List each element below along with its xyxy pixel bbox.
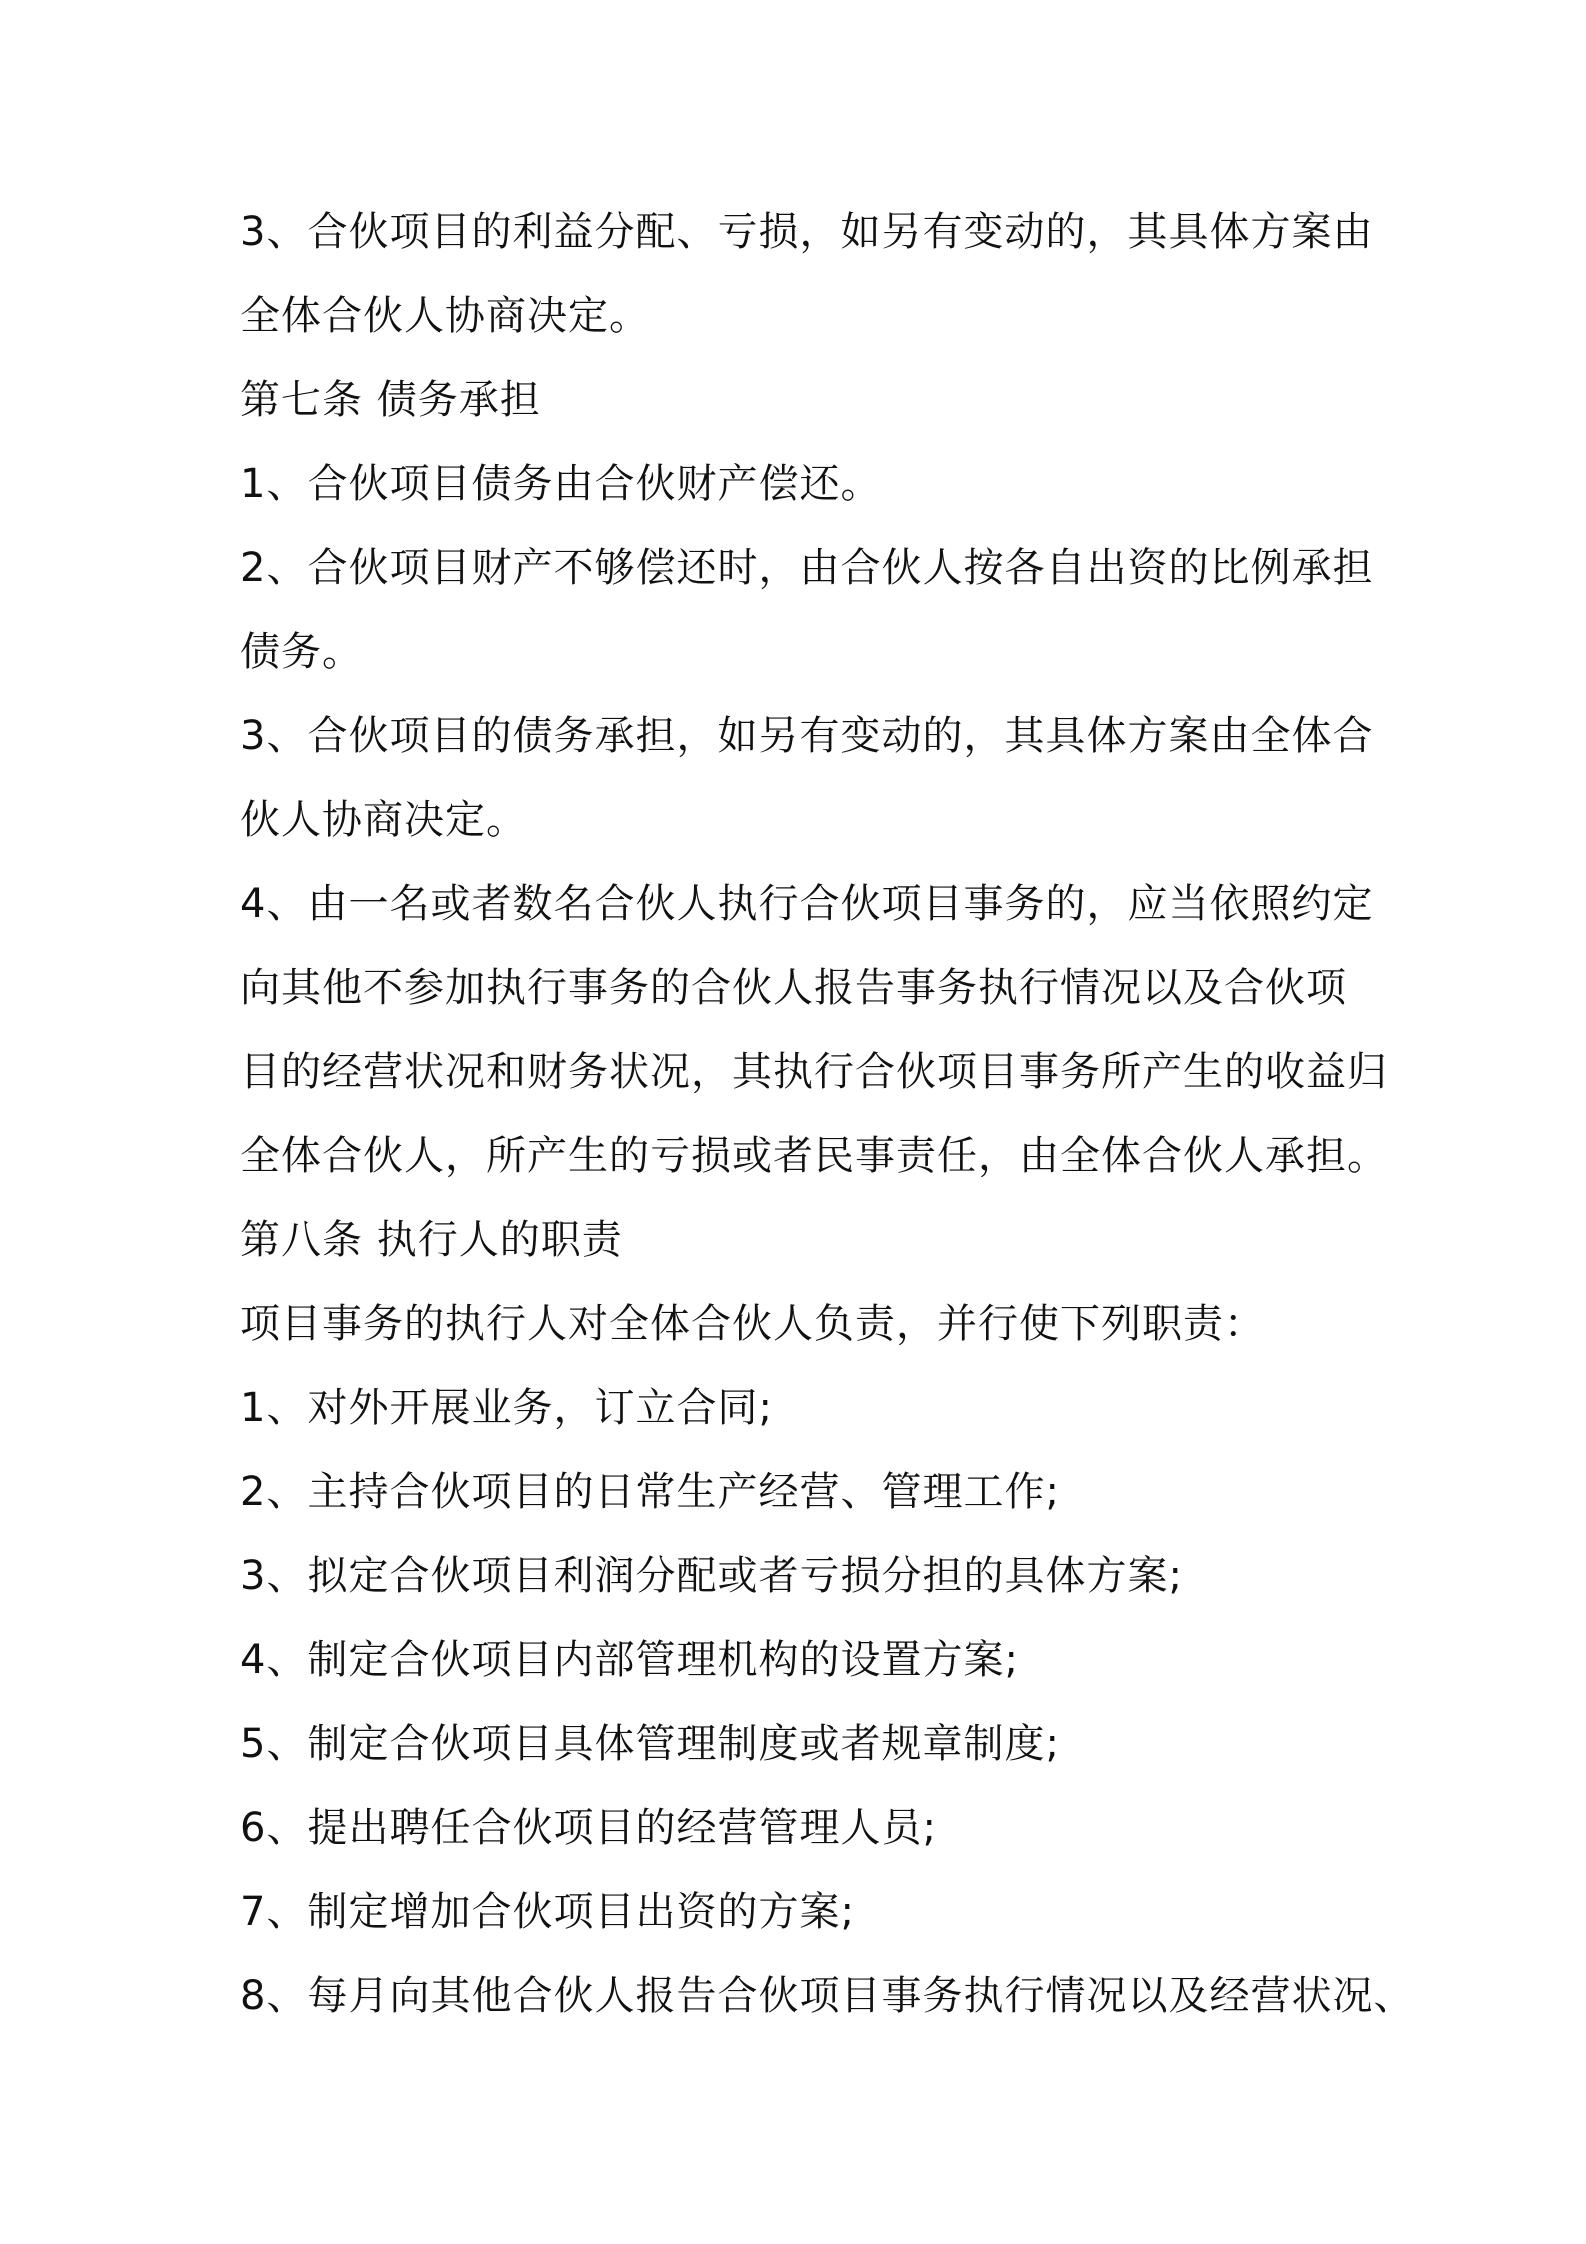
list-item: 7、制定增加合伙项目出资的方案; bbox=[240, 1889, 855, 1935]
list-item: 4、制定合伙项目内部管理机构的设置方案; bbox=[240, 1637, 1019, 1683]
paragraph-line: 伙人协商决定。 bbox=[240, 797, 527, 843]
paragraph-line: 2、合伙项目财产不够偿还时，由合伙人按各自出资的比例承担 bbox=[240, 545, 1374, 591]
document-body bbox=[240, 190, 1415, 2038]
list-item: 1、对外开展业务，订立合同; bbox=[240, 1385, 773, 1431]
paragraph-line: 全体合伙人，所产生的亏损或者民事责任，由全体合伙人承担。 bbox=[240, 1133, 1388, 1179]
list-item: 8、每月向其他合伙人报告合伙项目事务执行情况以及经营状况、 bbox=[240, 1973, 1415, 2019]
article-heading: 第七条 债务承担 bbox=[240, 377, 541, 423]
list-item: 3、拟定合伙项目利润分配或者亏损分担的具体方案; bbox=[240, 1553, 1183, 1599]
paragraph-line: 全体合伙人协商决定。 bbox=[240, 293, 650, 339]
paragraph-line: 4、由一名或者数名合伙人执行合伙项目事务的，应当依照约定 bbox=[240, 881, 1374, 927]
article-heading: 第八条 执行人的职责 bbox=[240, 1217, 623, 1263]
paragraph-line: 向其他不参加执行事务的合伙人报告事务执行情况以及合伙项 bbox=[240, 965, 1347, 1011]
paragraph-line: 3、合伙项目的利益分配、亏损，如另有变动的，其具体方案由 bbox=[240, 209, 1374, 255]
list-item: 6、提出聘任合伙项目的经营管理人员; bbox=[240, 1805, 937, 1851]
list-item: 5、制定合伙项目具体管理制度或者规章制度; bbox=[240, 1721, 1060, 1767]
list-item: 2、主持合伙项目的日常生产经营、管理工作; bbox=[240, 1469, 1060, 1515]
paragraph-line: 项目事务的执行人对全体合伙人负责，并行使下列职责： bbox=[240, 1301, 1265, 1347]
paragraph-line: 目的经营状况和财务状况，其执行合伙项目事务所产生的收益归 bbox=[240, 1049, 1388, 1095]
paragraph-line: 3、合伙项目的债务承担，如另有变动的，其具体方案由全体合 bbox=[240, 713, 1374, 759]
paragraph-line: 债务。 bbox=[240, 629, 363, 675]
paragraph-line: 1、合伙项目债务由合伙财产偿还。 bbox=[240, 461, 882, 507]
